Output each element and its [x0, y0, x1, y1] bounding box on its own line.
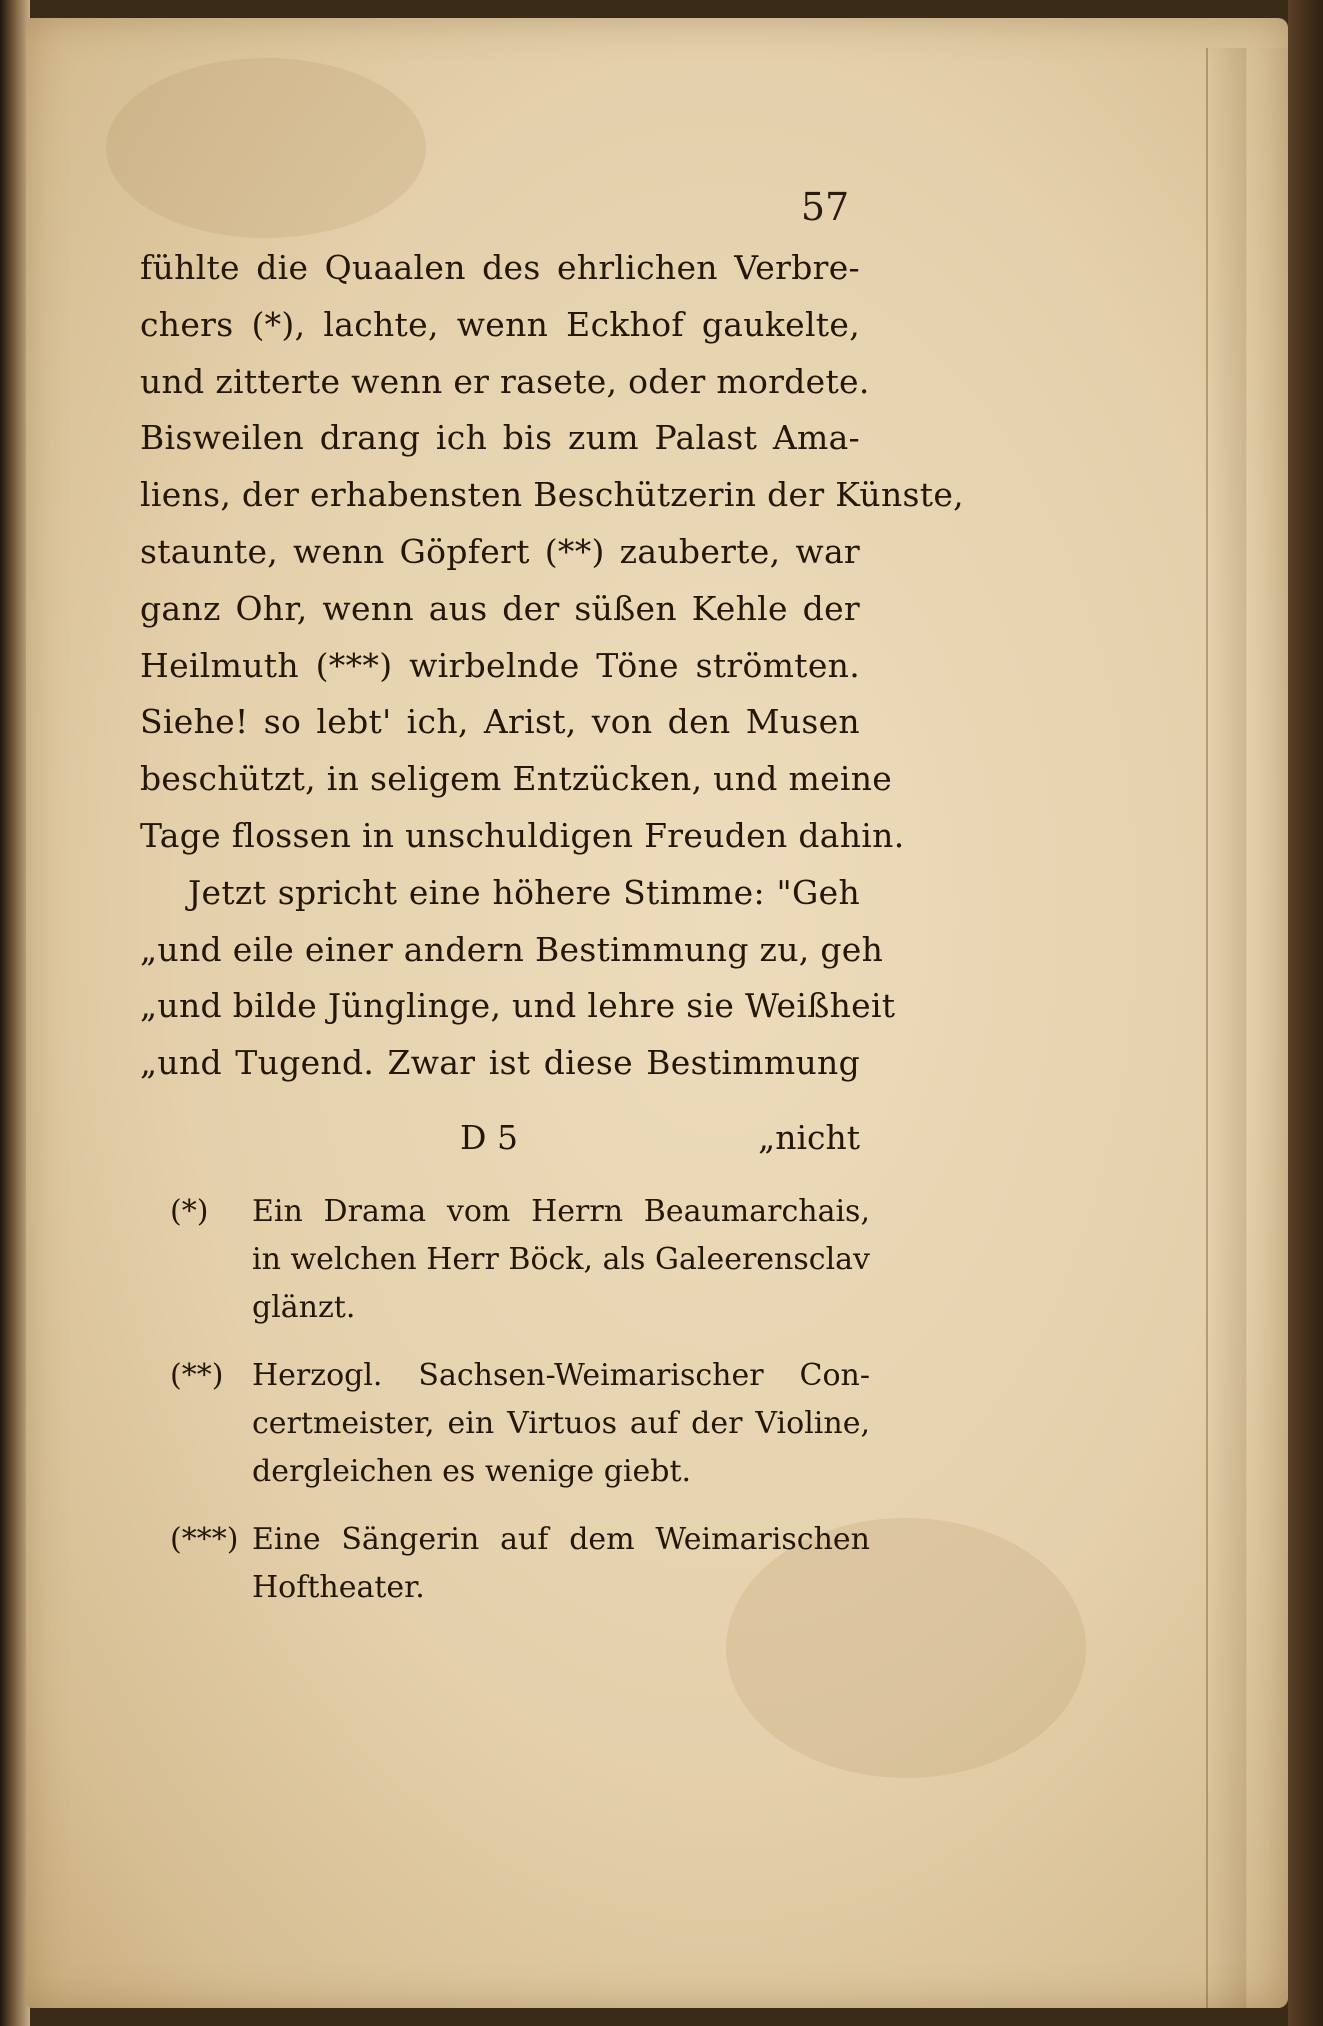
text-line: ganz Ohr, wenn aus der süßen Kehle der — [140, 588, 860, 628]
text-line: „und Tugend. Zwar ist diese Bestimmung — [140, 1043, 860, 1083]
footnote-mark: (*) — [170, 1194, 209, 1229]
text-line: und zitterte wenn er rasete, oder mordete. — [140, 361, 870, 401]
footnote-line: in welchen Herr Böck, als Galeerensclav — [252, 1242, 870, 1277]
text-line: Siehe! so lebt' ich, Arist, von den Musen — [140, 702, 860, 742]
text-line: staunte, wenn Göpfert (**) zauberte, war — [140, 531, 860, 571]
text-line: „und eile einer andern Bestimmung zu, geh — [140, 929, 884, 969]
text-line: beschützt, in seligem Entzücken, und meine — [140, 759, 893, 799]
text-line: Tage flossen in unschuldigen Freuden dahin. — [140, 815, 905, 855]
footnote-mark: (***) — [170, 1522, 239, 1557]
text-line: chers (*), lachte, wenn Eckhof gaukelte, — [140, 304, 860, 344]
text-line: liens, der erhabensten Beschützerin der Künste, — [140, 475, 964, 515]
footnote-line: dergleichen es wenige giebt. — [252, 1454, 692, 1489]
text-line: Bisweilen drang ich bis zum Palast Ama- — [140, 418, 860, 458]
catchword: „nicht — [758, 1118, 860, 1157]
footnote-line: Ein Drama vom Herrn Beaumarchais, — [252, 1194, 870, 1229]
text-line: Heilmuth (***) wirbelnde Töne strömten. — [140, 645, 860, 685]
footnote — [170, 1188, 870, 1332]
footnote-line: Hoftheater. — [252, 1570, 425, 1605]
footnote-line: Herzogl. Sachsen-Weimarischer Con- — [252, 1358, 870, 1393]
signature-mark: D 5 — [460, 1118, 518, 1157]
right-binding-edge — [1288, 0, 1323, 2026]
body-text — [140, 240, 964, 1092]
text-line: fühlte die Quaalen des ehrlichen Verbre- — [140, 248, 860, 287]
footnote — [170, 1516, 870, 1612]
footnote-line: glänzt. — [252, 1290, 356, 1325]
footnote-mark: (**) — [170, 1358, 224, 1393]
text-line: „und bilde Jünglinge, und lehre sie Weißheit — [140, 986, 896, 1026]
catchline — [140, 1118, 860, 1174]
page-number: 57 — [800, 185, 850, 229]
footnote-line: certmeister, ein Virtuos auf der Violine, — [252, 1406, 870, 1441]
footnotes — [170, 1188, 870, 1632]
footnote — [170, 1352, 870, 1496]
footnote-line: Eine Sängerin auf dem Weimarischen — [252, 1522, 870, 1557]
text-line: Jetzt spricht eine höhere Stimme: "Geh — [188, 872, 860, 912]
paper-stain — [106, 58, 426, 238]
